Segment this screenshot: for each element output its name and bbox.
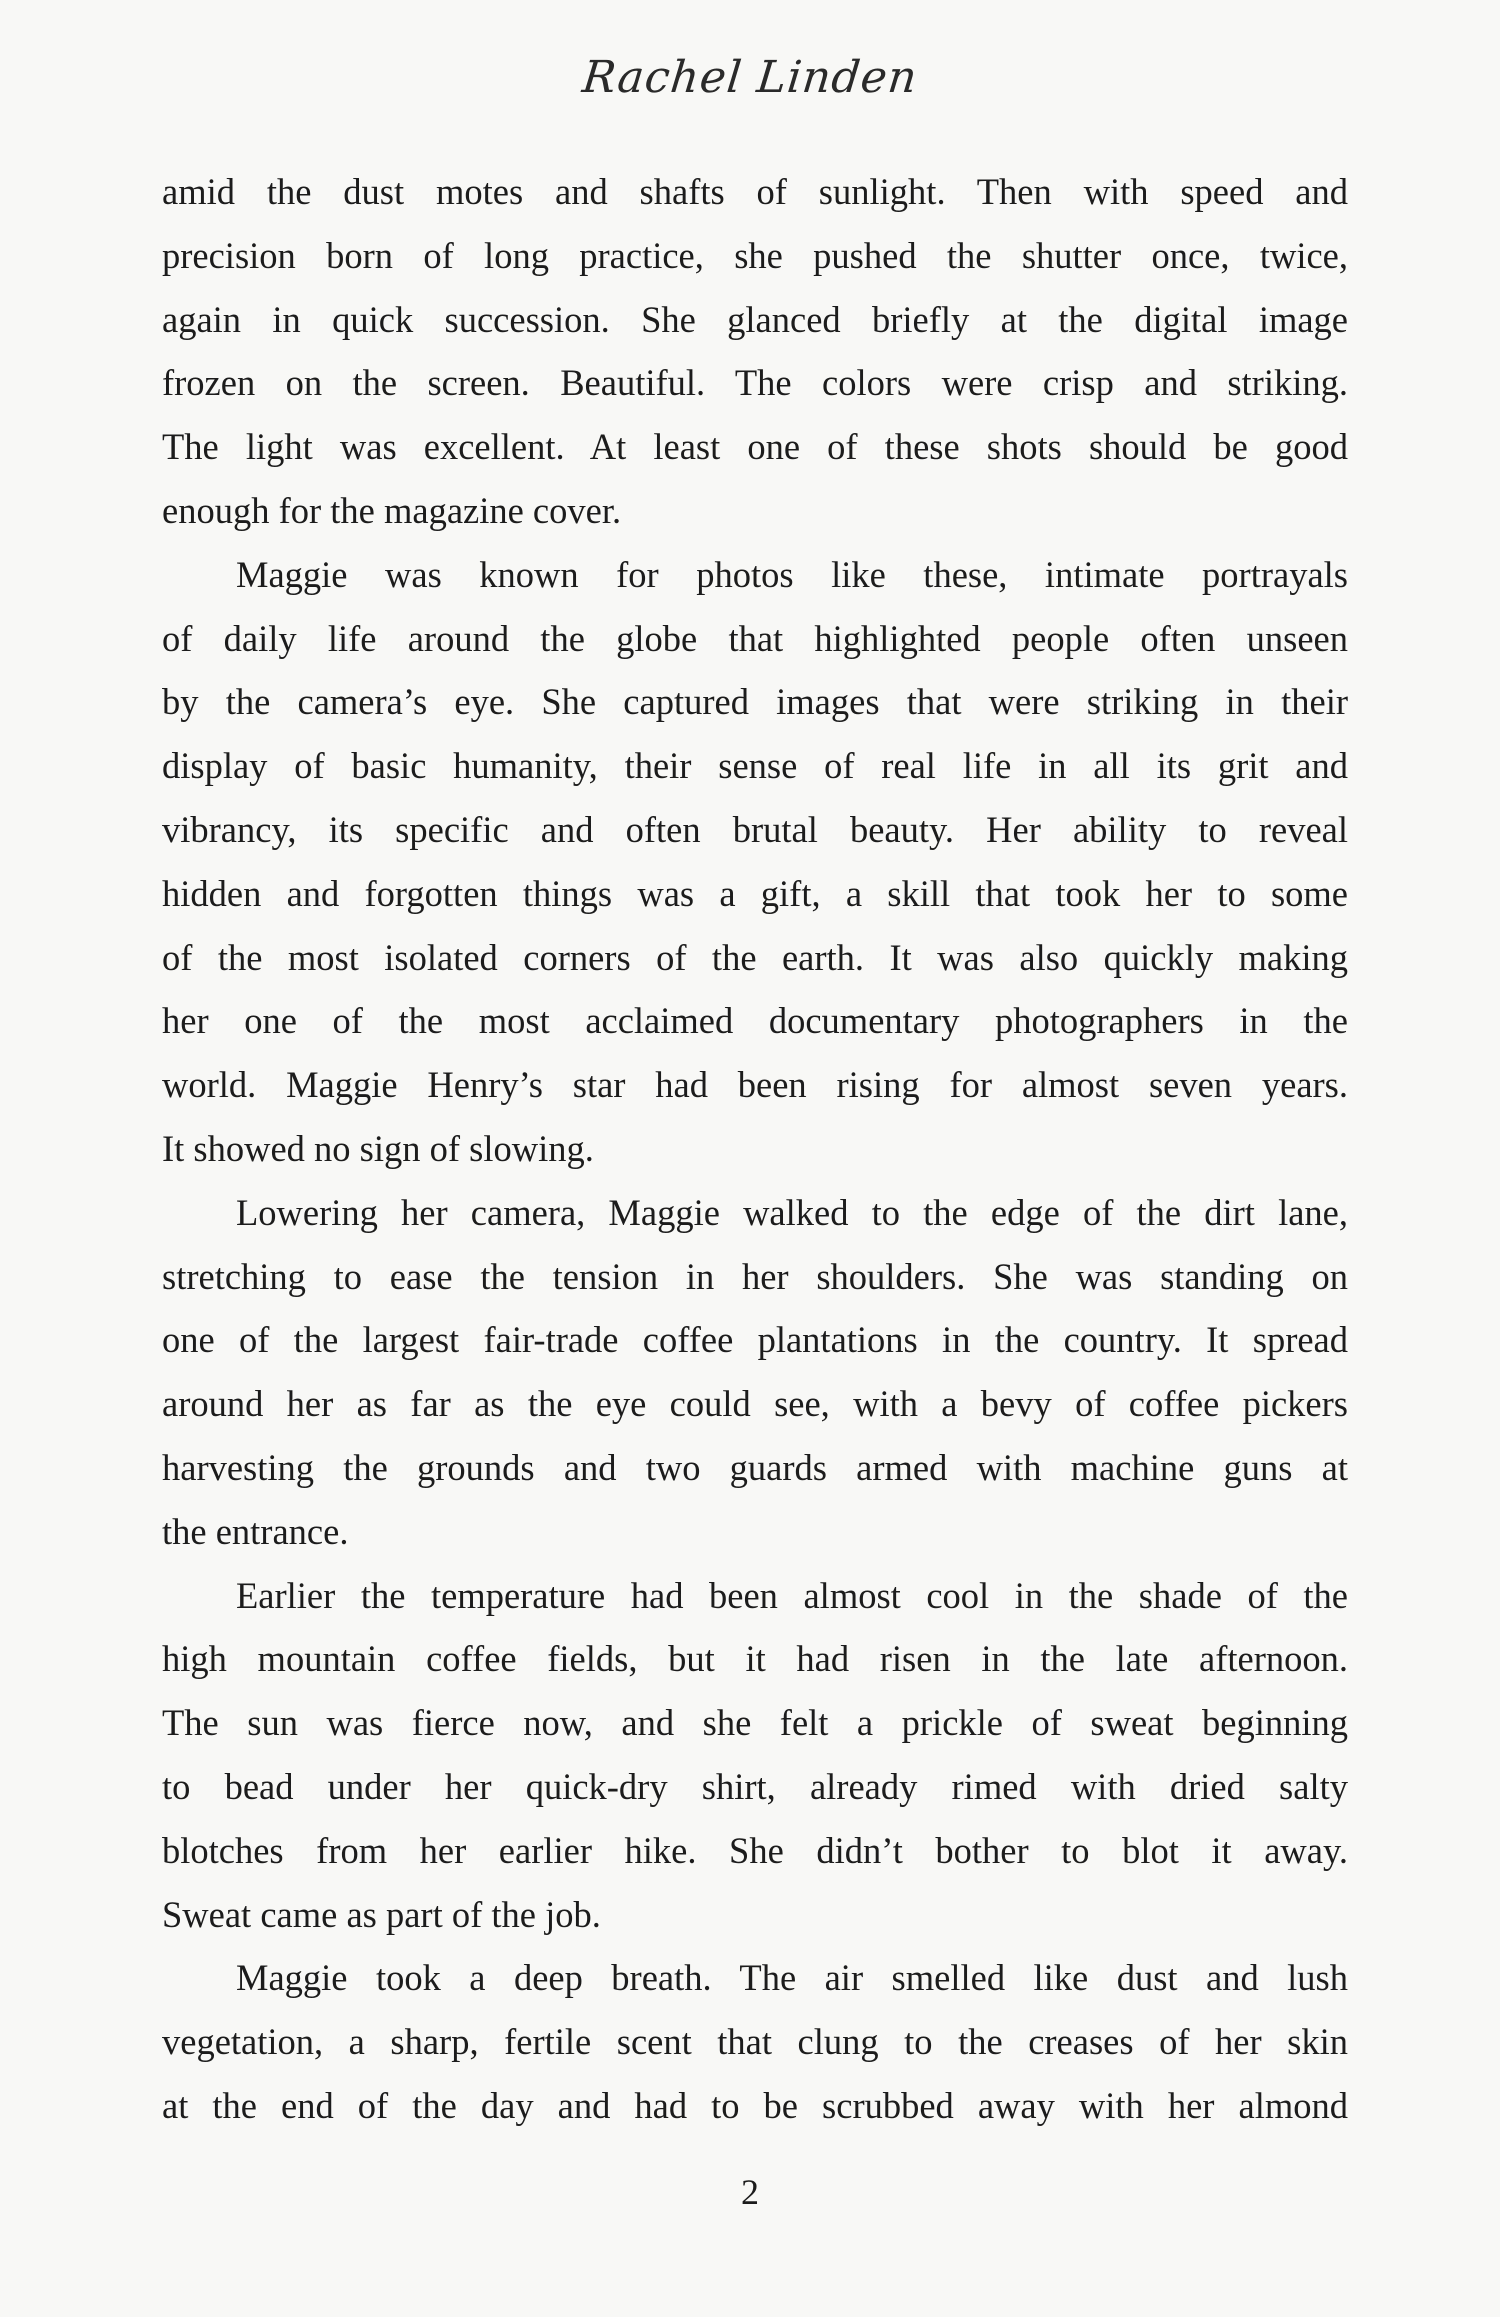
text-line: her one of the most acclaimed documentary photographers in the [162, 1000, 1348, 1042]
text-line: blotches from her earlier hike. She didn’t bother to blot it away. [162, 1829, 1348, 1871]
text-line: stretching to ease the tension in her shoulders. She was standing on [162, 1255, 1348, 1297]
text-line: precision born of long practice, she pushed the shutter once, twice, [162, 234, 1348, 276]
text-line: amid the dust motes and shafts of sunlight. Then with speed and [162, 171, 1348, 212]
text-line: vegetation, a sharp, fertile scent that clung to the creases of her skin [162, 2021, 1348, 2063]
text-line: Maggie took a deep breath. The air smelled like dust and lush [236, 1957, 1348, 1999]
text-line: It showed no sign of slowing. [162, 1127, 594, 1169]
text-line: of the most isolated corners of the earth. It was also quickly making [162, 936, 1348, 978]
paragraph [162, 1946, 1348, 2137]
paragraph [162, 1564, 1348, 1947]
text-line: hidden and forgotten things was a gift, a skill that took her to some [162, 872, 1348, 914]
paragraph [162, 1181, 1348, 1564]
text-line: around her as far as the eye could see, with a bevy of coffee pickers [162, 1383, 1348, 1425]
paragraph [162, 543, 1348, 1181]
text-line: display of basic humanity, their sense of real life in all its grit and [162, 745, 1348, 787]
text-line: frozen on the screen. Beautiful. The colors were crisp and striking. [162, 362, 1348, 404]
text-line: vibrancy, its specific and often brutal beauty. Her ability to reveal [162, 808, 1348, 850]
text-line: Maggie was known for photos like these, intimate portrayals [236, 553, 1348, 595]
paragraph [162, 160, 1348, 543]
text-line: to bead under her quick-dry shirt, already rimed with dried salty [162, 1765, 1348, 1807]
text-line: Sweat came as part of the job. [162, 1893, 601, 1935]
text-line: The sun was fierce now, and she felt a prickle of sweat beginning [162, 1702, 1348, 1744]
text-line: Lowering her camera, Maggie walked to the edge of the dirt lane, [236, 1191, 1348, 1233]
text-line: high mountain coffee fields, but it had risen in the late afternoon. [162, 1638, 1348, 1680]
text-line: of daily life around the globe that highlighted people often unseen [162, 617, 1348, 659]
text-line: again in quick succession. She glanced briefly at the digital image [162, 298, 1348, 340]
text-line: at the end of the day and had to be scrubbed away with her almond [162, 2084, 1348, 2126]
text-line: The light was excellent. At least one of these shots should be good [162, 426, 1348, 468]
text-line: harvesting the grounds and two guards armed with machine guns at [162, 1446, 1348, 1488]
page-number: 2 [741, 2172, 759, 2212]
text-line: by the camera’s eye. She captured images that were striking in their [162, 681, 1348, 723]
text-line: world. Maggie Henry’s star had been rising for almost seven years. [162, 1064, 1348, 1106]
text-line: enough for the magazine cover. [162, 489, 622, 531]
text-line: one of the largest fair-trade coffee plantations in the country. It spread [162, 1319, 1348, 1361]
body-text [162, 160, 1348, 2138]
text-line: the entrance. [162, 1510, 349, 1552]
running-head-author: Rachel Linden [580, 52, 920, 103]
text-line: Earlier the temperature had been almost cool in the shade of the [236, 1574, 1348, 1616]
